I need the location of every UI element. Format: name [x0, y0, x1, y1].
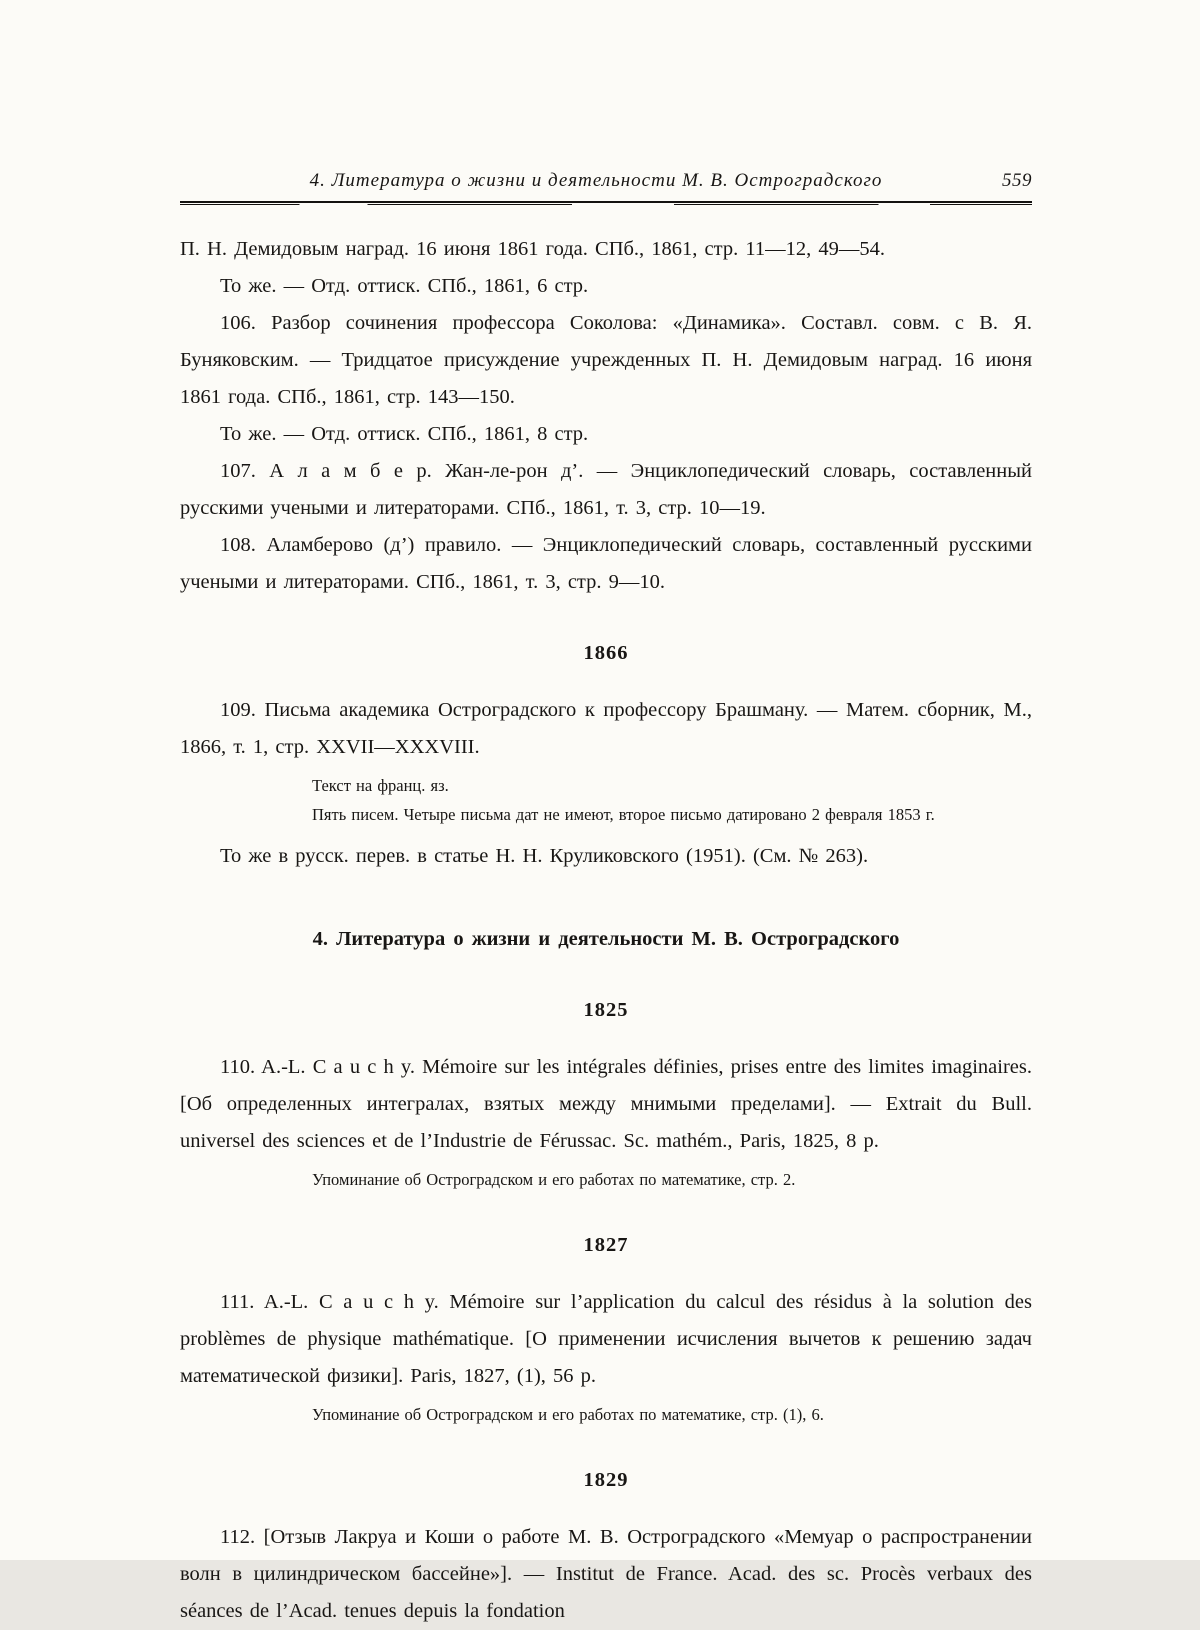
entry-109-translation: То же в русск. перев. в статье Н. Н. Круликовского (1951). (См. № 263). [220, 845, 869, 867]
entry-110-note: Упоминание об Остроградском и его работах по математике, стр. 2. [312, 1170, 796, 1189]
entry-109: 109. Письма академика Остроградского к профессору Брашману. — Матем. сборник, М., 1866, т. 1, стр. XXVII—XXXVIII. [180, 699, 1032, 758]
entry-106: 106. Разбор сочинения профессора Соколова: «Динамика». Составл. совм. с В. Я. Буняковским. — Тридцатое присуждение учрежденных П. Н. Демидовым наград. 16 июня 1861 года. СПб., 1861, стр. 143—150. [180, 312, 1032, 408]
entry-109-note-letters: Пять писем. Четыре письма дат не имеют, второе письмо датировано 2 февраля 1853 г. [312, 805, 935, 824]
entry-109-note-language: Текст на франц. яз. [312, 776, 449, 795]
year-heading-1829: 1829 [583, 1469, 629, 1491]
page-body [180, 231, 1032, 1630]
year-heading-1866: 1866 [583, 642, 629, 664]
entry-112: 112. [Отзыв Лакруа и Коши о работе М. В. Остроградского «Мемуар о распространении волн в цилиндрическом бассейне»]. — Institut de France. Acad. des sc. Procès verbaux des séances de l’Acad. tenues depuis la fondation [180, 1526, 1032, 1622]
entry-107: 107. А л а м б е р. Жан-ле-рон д’. — Энциклопедический словарь, составленный русскими учеными и литераторами. СПб., 1861, т. 3, стр. 10—19. [180, 460, 1032, 519]
entry-105-continuation: П. Н. Демидовым наград. 16 июня 1861 года. СПб., 1861, стр. 11—12, 49—54. [180, 238, 885, 260]
running-head [180, 170, 1032, 192]
header-rule [180, 201, 1032, 205]
year-heading-1827: 1827 [583, 1234, 629, 1256]
section-heading: 4. Литература о жизни и деятельности М. В. Остроградского [312, 928, 900, 950]
entry-108: 108. Аламберово (д’) правило. — Энциклопедический словарь, составленный русскими учеными и литераторами. СПб., 1861, т. 3, стр. 9—10. [180, 534, 1032, 593]
entry-106-reprint: То же. — Отд. оттиск. СПб., 1861, 8 стр. [220, 423, 589, 445]
year-heading-1825: 1825 [583, 999, 629, 1021]
running-head-title: 4. Литература о жизни и деятельности М. В. Остроградского [309, 170, 883, 191]
page-number: 559 [1002, 170, 1032, 191]
entry-111: 111. A.-L. C a u c h y. Mémoire sur l’application du calcul des résidus à la solution des problèmes de physique mathématique. [О применении исчисления вычетов к решению задач математической физики]. Paris, 1827, (1), 56 p. [180, 1291, 1032, 1387]
entry-111-note: Упоминание об Остроградском и его работах по математике, стр. (1), 6. [312, 1405, 824, 1424]
entry-110: 110. A.-L. C a u c h y. Mémoire sur les intégrales définies, prises entre des limites imaginaires. [Об определенных интегралах, взятых между мнимыми пределами]. — Extrait du Bull. universel des sciences et de l’Industrie de Férussac. Sc. mathém., Paris, 1825, 8 p. [180, 1056, 1032, 1152]
entry-105-reprint: То же. — Отд. оттиск. СПб., 1861, 6 стр. [220, 275, 589, 297]
